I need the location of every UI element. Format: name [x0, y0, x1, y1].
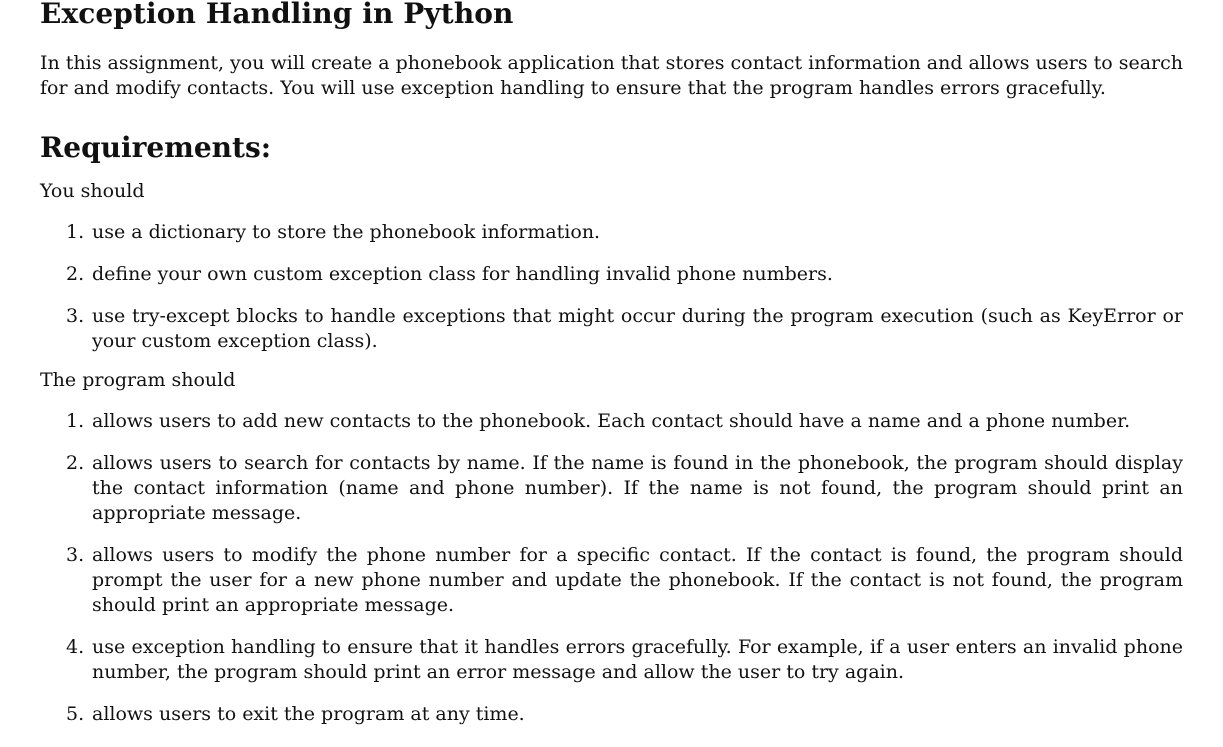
list-item-text: define your own custom exception class for handling invalid phone numbers.	[92, 263, 833, 285]
list-item-number: 3.	[66, 305, 85, 327]
list-item-text: use exception handling to ensure that it handles errors gracefully. For example, if a user enters an invalid phone number, the program should print an error message and allow the user to try again.	[92, 636, 1183, 683]
list-item-number: 2.	[66, 452, 85, 474]
list-item	[40, 702, 1183, 727]
list-item	[40, 409, 1183, 434]
list-item-number: 4.	[66, 636, 85, 658]
list-item-number: 2.	[66, 263, 85, 285]
intro-paragraph: In this assignment, you will create a phonebook application that stores contact information and allows users to search for and modify contacts. You will use exception handling to ensure that the program handles errors gracefully.	[40, 52, 1184, 99]
requirements-heading: Requirements:	[40, 131, 272, 164]
list-item-text: allows users to search for contacts by name. If the name is found in the phonebook, the program should display the contact information (name and phone number). If the name is not found, the program should print an appropriate message.	[92, 452, 1183, 524]
document-page	[40, 0, 1183, 727]
list-item	[40, 220, 1183, 245]
list-item	[40, 262, 1183, 287]
list-item-text: use try-except blocks to handle exceptions that might occur during the program execution (such as KeyError or your custom exception class).	[92, 305, 1183, 352]
list-item-text: allows users to modify the phone number for a specific contact. If the contact is found, the program should prompt the user for a new phone number and update the phonebook. If the contact is not found, the program should print an appropriate message.	[92, 544, 1183, 616]
you-should-lead: You should	[40, 180, 145, 202]
document-title: Exception Handling in Python	[40, 0, 514, 30]
list-item	[40, 635, 1183, 685]
list-item-number: 5.	[66, 703, 85, 725]
list-item-number: 3.	[66, 544, 85, 566]
program-should-list	[40, 409, 1183, 727]
you-should-list	[40, 220, 1183, 354]
list-item-text: allows users to exit the program at any time.	[92, 703, 525, 725]
list-item	[40, 304, 1183, 354]
list-item	[40, 451, 1183, 526]
list-item-number: 1.	[66, 410, 85, 432]
list-item-text: use a dictionary to store the phonebook information.	[92, 221, 601, 243]
list-item-number: 1.	[66, 221, 85, 243]
list-item	[40, 543, 1183, 618]
program-should-lead: The program should	[40, 369, 236, 391]
list-item-text: allows users to add new contacts to the phonebook. Each contact should have a name and a phone number.	[92, 410, 1131, 432]
